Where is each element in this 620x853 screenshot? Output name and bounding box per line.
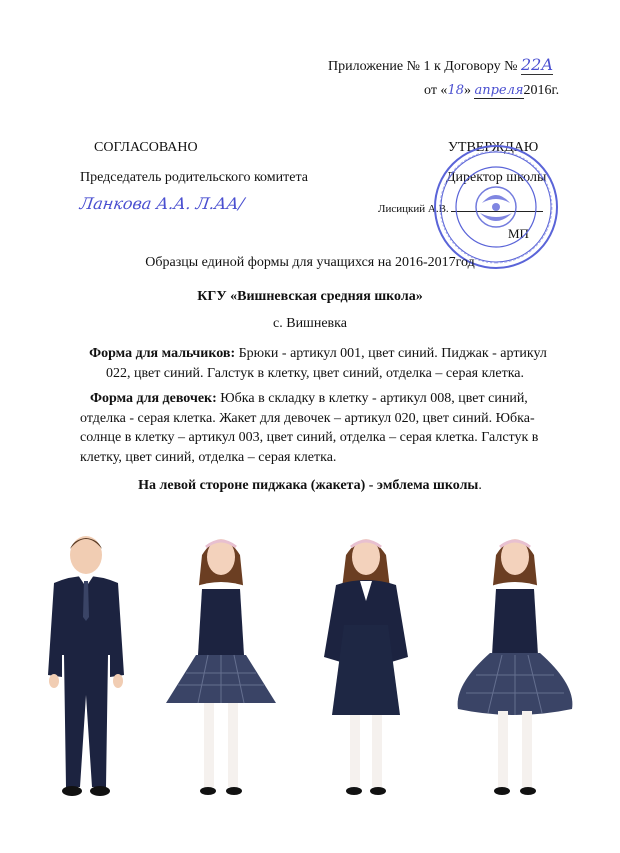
director-name-text: Лисицкий А.В.	[378, 203, 449, 215]
boy-uniform-photo	[40, 525, 130, 805]
girl-vest-pleated-skirt-photo	[158, 525, 284, 805]
official-seal	[432, 143, 560, 271]
boys-uniform-paragraph	[80, 344, 550, 383]
emblem-note-text: На левой стороне пиджака (жакета) - эмблема школы	[138, 478, 479, 493]
date-year: 2016г.	[523, 83, 560, 98]
boys-label: Форма для мальчиков:	[89, 346, 236, 361]
appendix-prefix: Приложение № 1 к Договору №	[328, 59, 518, 74]
date-from: от «	[424, 83, 448, 98]
emblem-note	[0, 478, 620, 494]
girls-uniform-paragraph	[80, 389, 550, 467]
mp-mark: МП	[508, 226, 529, 241]
document-subtitle: Образцы единой формы для учащихся на 2016-2017год	[145, 255, 475, 270]
school-name: КГУ «Вишневская средняя школа»	[197, 289, 423, 304]
girls-text: Юбка в складку в клетку - артикул 008, цвет синий, отделка - серая клетка. Жакет для девочек – артикул 020, цвет синий. Юбка-солнце в клетку – артикул 003, цвет синий, отделка – серая клетка. Галстук в клетку, цвет синий, отделка – серая клетка.	[80, 391, 539, 465]
appendix-line	[328, 55, 553, 75]
village-name: с. Вишневка	[273, 316, 347, 331]
date-line	[424, 83, 559, 99]
contract-number: 22А	[520, 55, 554, 74]
approve-heading: УТВЕРЖДАЮ	[448, 140, 539, 155]
emblem-note-dot: .	[478, 478, 482, 493]
agreed-heading: СОГЛАСОВАНО	[94, 140, 198, 155]
chair-signature: Ланкова А.А. Л.АА/	[78, 194, 246, 213]
date-month: апреля	[474, 83, 524, 98]
girl-jacket-skirt-photo	[316, 525, 416, 805]
date-day: 18	[447, 83, 464, 98]
director-title: Директор школы	[446, 170, 547, 185]
committee-chair-title: Председатель родительского комитета	[80, 170, 308, 185]
boys-text: Брюки - артикул 001, цвет синий. Пиджак - артикул 022, цвет синий. Галстук в клетку, цвет синий, отделка – серая клетка.	[105, 346, 547, 381]
girls-label: Форма для девочек:	[90, 391, 217, 406]
girl-vest-sun-skirt-photo	[452, 525, 578, 805]
date-mid: »	[463, 83, 475, 98]
